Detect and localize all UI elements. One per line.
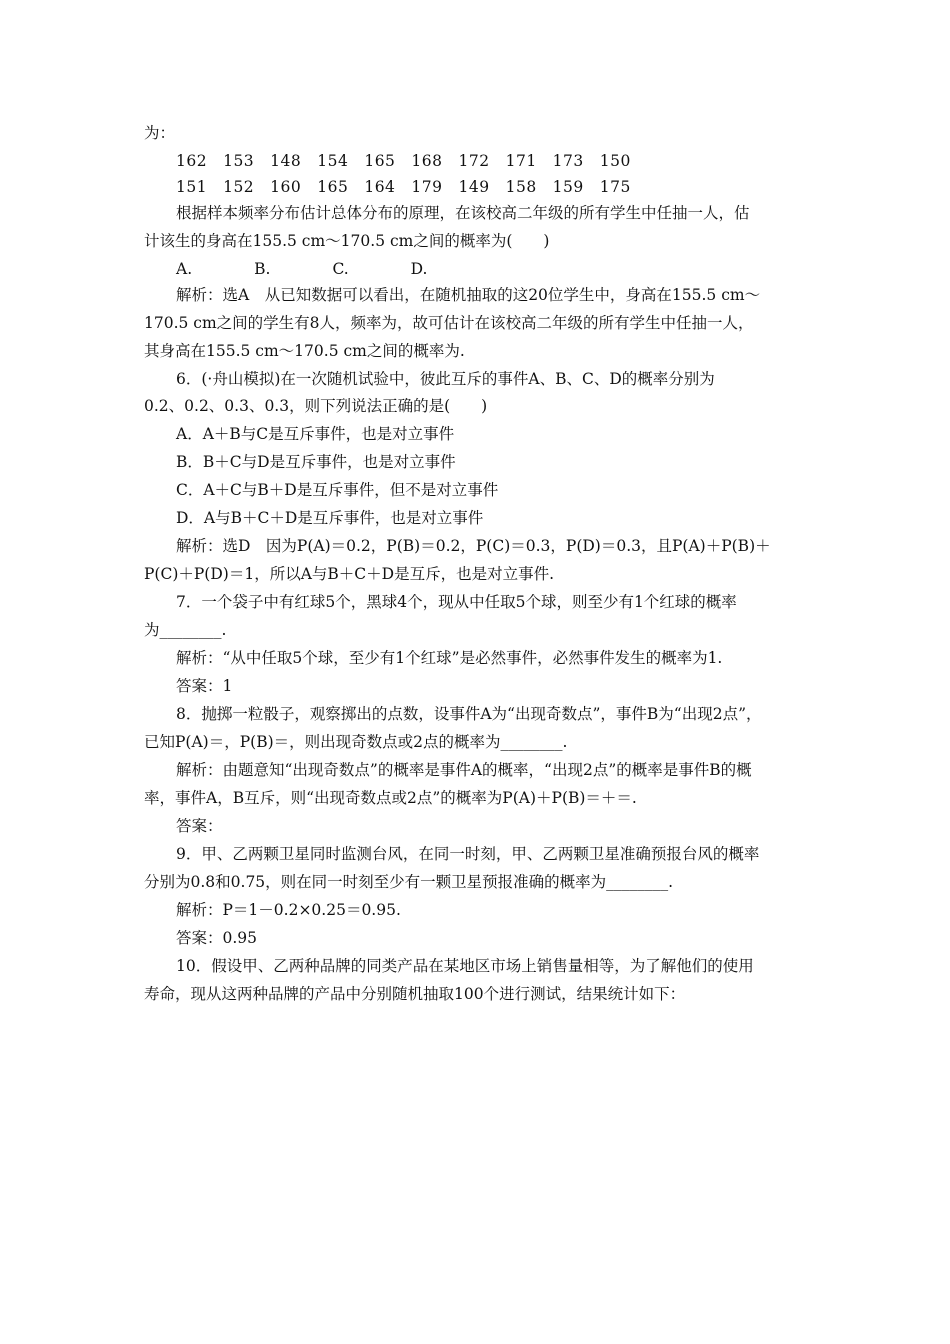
option-c: C．A＋C与B＋D是互斥事件，但不是对立事件	[176, 481, 499, 499]
text-line: 0.2、0.2、0.3、0.3，则下列说法正确的是( )	[144, 397, 488, 415]
data-row-heights-2: 151 152 160 165 164 179 149 158 159 175	[176, 178, 631, 196]
solution-line: 解析：选D 因为P(A)＝0.2，P(B)＝0.2，P(C)＝0.3，P(D)＝0.3，且P(A)＋P(B)＋	[176, 537, 771, 555]
question-7: 7．一个袋子中有红球5个，黑球4个，现从中任取5个球，则至少有1个红球的概率	[176, 593, 737, 611]
solution-line: 解析：P＝1－0.2×0.25＝0.95.	[176, 901, 401, 919]
answer-line: 答案：1	[176, 677, 233, 695]
solution-line: 解析：“从中任取5个球，至少有1个红球”是必然事件，必然事件发生的概率为1.	[176, 649, 723, 667]
text-line: 为：	[144, 124, 176, 142]
option-a: A．A＋B与C是互斥事件，也是对立事件	[176, 425, 455, 443]
question-9: 9．甲、乙两颗卫星同时监测台风，在同一时刻，甲、乙两颗卫星准确预报台风的概率	[176, 845, 760, 863]
solution-line: 解析：由题意知“出现奇数点”的概率是事件A的概率，“出现2点”的概率是事件B的概	[176, 761, 752, 779]
solution-line: 170.5 cm之间的学生有8人，频率为，故可估计在该校高二年级的所有学生中任抽一人，	[144, 314, 754, 332]
solution-line: 率，事件A，B互斥，则“出现奇数点或2点”的概率为P(A)＋P(B)＝＋＝.	[144, 789, 637, 807]
answer-line: 答案：	[176, 817, 223, 835]
solution-line: 解析：选A 从已知数据可以看出，在随机抽取的这20位学生中，身高在155.5 cm～	[176, 286, 761, 304]
question-10: 10．假设甲、乙两种品牌的同类产品在某地区市场上销售量相等，为了解他们的使用	[176, 957, 754, 975]
data-row-heights-1: 162 153 148 154 165 168 172 171 173 150	[176, 152, 631, 170]
text-line: 已知P(A)＝，P(B)＝，则出现奇数点或2点的概率为________.	[144, 733, 568, 751]
solution-line: P(C)＋P(D)＝1，所以A与B＋C＋D是互斥，也是对立事件.	[144, 565, 554, 583]
solution-line: 其身高在155.5 cm～170.5 cm之间的概率为.	[144, 342, 465, 360]
question-6: 6．(·舟山模拟)在一次随机试验中，彼此互斥的事件A、B、C、D的概率分别为	[176, 370, 715, 388]
text-line: 计该生的身高在155.5 cm～170.5 cm之间的概率为( )	[144, 232, 550, 250]
option-d: D．A与B＋C＋D是互斥事件，也是对立事件	[176, 509, 484, 527]
text-line: 分别为0.8和0.75，则在同一时刻至少有一颗卫星预报准确的概率为________.	[144, 873, 674, 891]
answer-line: 答案：0.95	[176, 929, 258, 947]
text-line: 寿命，现从这两种品牌的产品中分别随机抽取100个进行测试，结果统计如下：	[144, 985, 686, 1003]
text-line: 为________.	[144, 621, 227, 639]
text-line: 根据样本频率分布估计总体分布的原理，在该校高二年级的所有学生中任抽一人，估	[176, 204, 750, 222]
question-8: 8．抛掷一粒骰子，观察掷出的点数，设事件A为“出现奇数点”，事件B为“出现2点”，	[176, 705, 762, 723]
answer-options: A. B. C. D.	[176, 260, 428, 278]
option-b: B．B＋C与D是互斥事件，也是对立事件	[176, 453, 456, 471]
